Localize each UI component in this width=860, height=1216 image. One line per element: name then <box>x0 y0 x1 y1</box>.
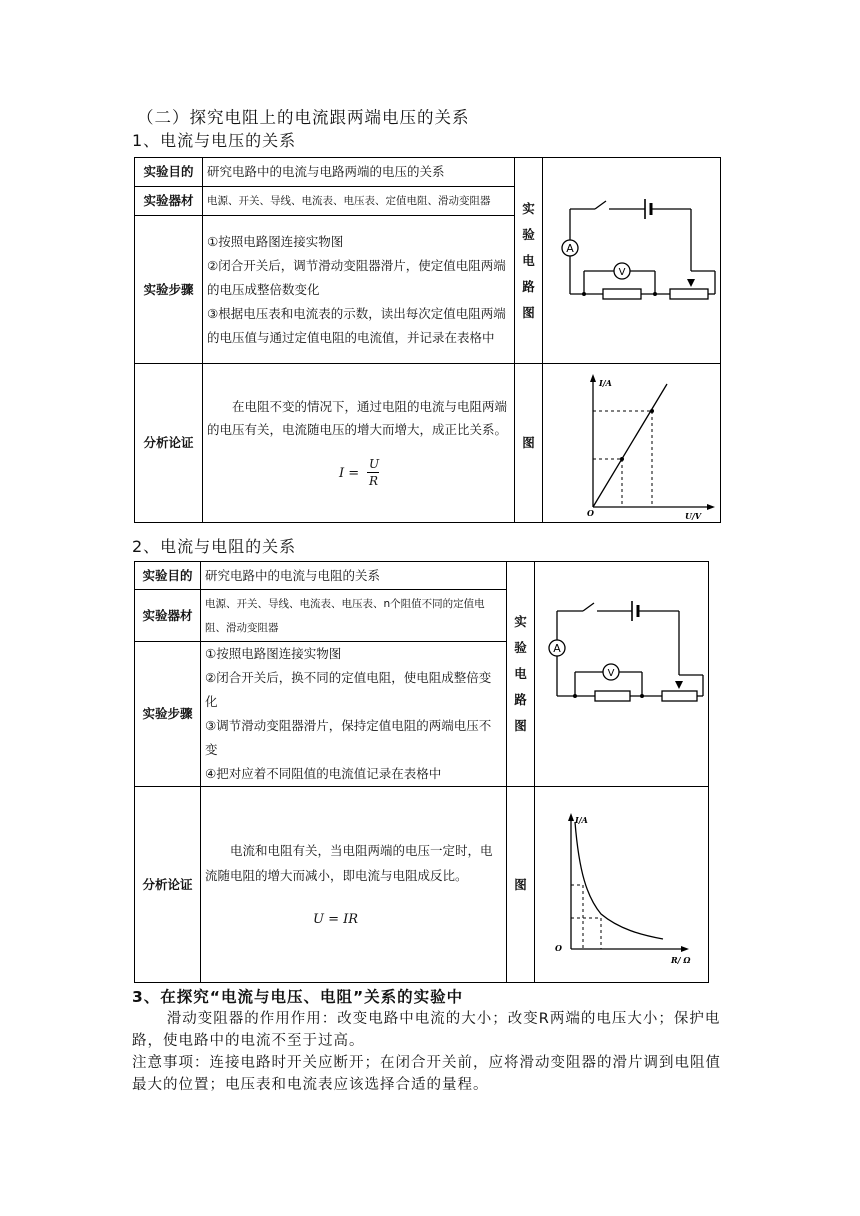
table-current-voltage <box>134 157 721 523</box>
analysis-cell <box>201 787 507 983</box>
voltmeter-label: V <box>607 668 615 679</box>
formula-u-ir: U = IR <box>313 911 359 927</box>
analysis-label: 分析论证 <box>135 787 201 983</box>
step-item: ③调节滑动变阻器滑片，保持定值电阻的两端电压不变 <box>205 718 492 757</box>
graph-label: 图 <box>515 364 543 523</box>
circuit-diagram-1 <box>543 158 721 364</box>
section3-title: 3、在探究“电流与电压、电阻”关系的实验中 <box>132 988 464 1006</box>
graph-i-u <box>543 364 721 523</box>
equipment-text: 电源、开关、导线、电流表、电压表、定值电阻、滑动变阻器 <box>203 187 515 216</box>
section1-title: 1、电流与电压的关系 <box>132 131 297 150</box>
section2-title: 2、电流与电阻的关系 <box>132 537 297 556</box>
y-axis-label: I/A <box>575 815 588 825</box>
steps-text <box>203 216 515 364</box>
analysis-text: 电流和电阻有关，当电阻两端的电压一定时，电流随电阻的增大而减小，即电流与电阻成反比。 <box>205 842 493 883</box>
graph-i-r <box>535 787 709 983</box>
step-item: ②闭合开关后，调节滑动变阻器滑片，使定值电阻两端的电压成整倍数变化 <box>207 257 506 297</box>
ohm-formula: I = U R <box>339 457 380 488</box>
table-current-resistance <box>134 561 709 983</box>
purpose-text: 研究电路中的电流与电路两端的电压的关系 <box>203 158 515 187</box>
steps-label: 实验步骤 <box>135 216 203 364</box>
graph-label: 图 <box>507 787 535 983</box>
x-axis-label: U/V <box>685 511 702 521</box>
step-item: ②闭合开关后，换不同的定值电阻，使电阻成整倍变化 <box>205 670 492 709</box>
step-item: ①按照电路图连接实物图 <box>205 646 342 661</box>
section3-paragraph-1: 滑动变阻器的作用作用：改变电路中电流的大小；改变R两端的电压大小；保护电路，使电路中的电流不至于过高。 <box>132 1011 721 1049</box>
equipment-label: 实验器材 <box>135 187 203 216</box>
voltmeter-label: V <box>618 266 626 278</box>
equipment-text: 电源、开关、导线、电流表、电压表、n个阻值不同的定值电阻、滑动变阻器 <box>201 590 507 642</box>
purpose-label: 实验目的 <box>135 158 203 187</box>
step-item: ④把对应着不同阻值的电流值记录在表格中 <box>205 766 442 781</box>
equipment-label: 实验器材 <box>135 590 201 642</box>
circuit-label: 实 验 电 路 图 <box>507 562 535 787</box>
step-item: ①按照电路图连接实物图 <box>207 233 344 249</box>
circuit-label: 实 验 电 路 图 <box>515 158 543 364</box>
page-heading: （二）探究电阻上的电流跟两端电压的关系 <box>137 108 470 127</box>
steps-label: 实验步骤 <box>135 642 201 787</box>
analysis-label: 分析论证 <box>135 364 203 523</box>
origin-label: O <box>555 943 562 953</box>
ammeter-label: A <box>566 241 574 255</box>
purpose-label: 实验目的 <box>135 562 201 590</box>
x-axis-label: R/ Ω <box>671 955 691 965</box>
analysis-cell <box>203 364 515 523</box>
y-axis-label: I/A <box>599 378 612 388</box>
steps-text <box>201 642 507 787</box>
section3-paragraph-2: 注意事项：连接电路时开关应断开；在闭合开关前，应将滑动变阻器的滑片调到电阻值最大的位置；电压表和电流表应该选择合适的量程。 <box>132 1055 721 1093</box>
analysis-text: 在电阻不变的情况下，通过电阻的电流与电阻两端的电压有关，电流随电压的增大而增大，成正比关系。 <box>207 399 508 437</box>
origin-label: O <box>587 508 594 518</box>
ammeter-label: A <box>553 642 561 655</box>
step-item: ③根据电压表和电流表的示数，读出每次定值电阻两端的电压值与通过定值电阻的电流值，并记录在表格中 <box>207 305 506 345</box>
circuit-diagram-2 <box>535 562 709 787</box>
purpose-text: 研究电路中的电流与电阻的关系 <box>201 562 507 590</box>
